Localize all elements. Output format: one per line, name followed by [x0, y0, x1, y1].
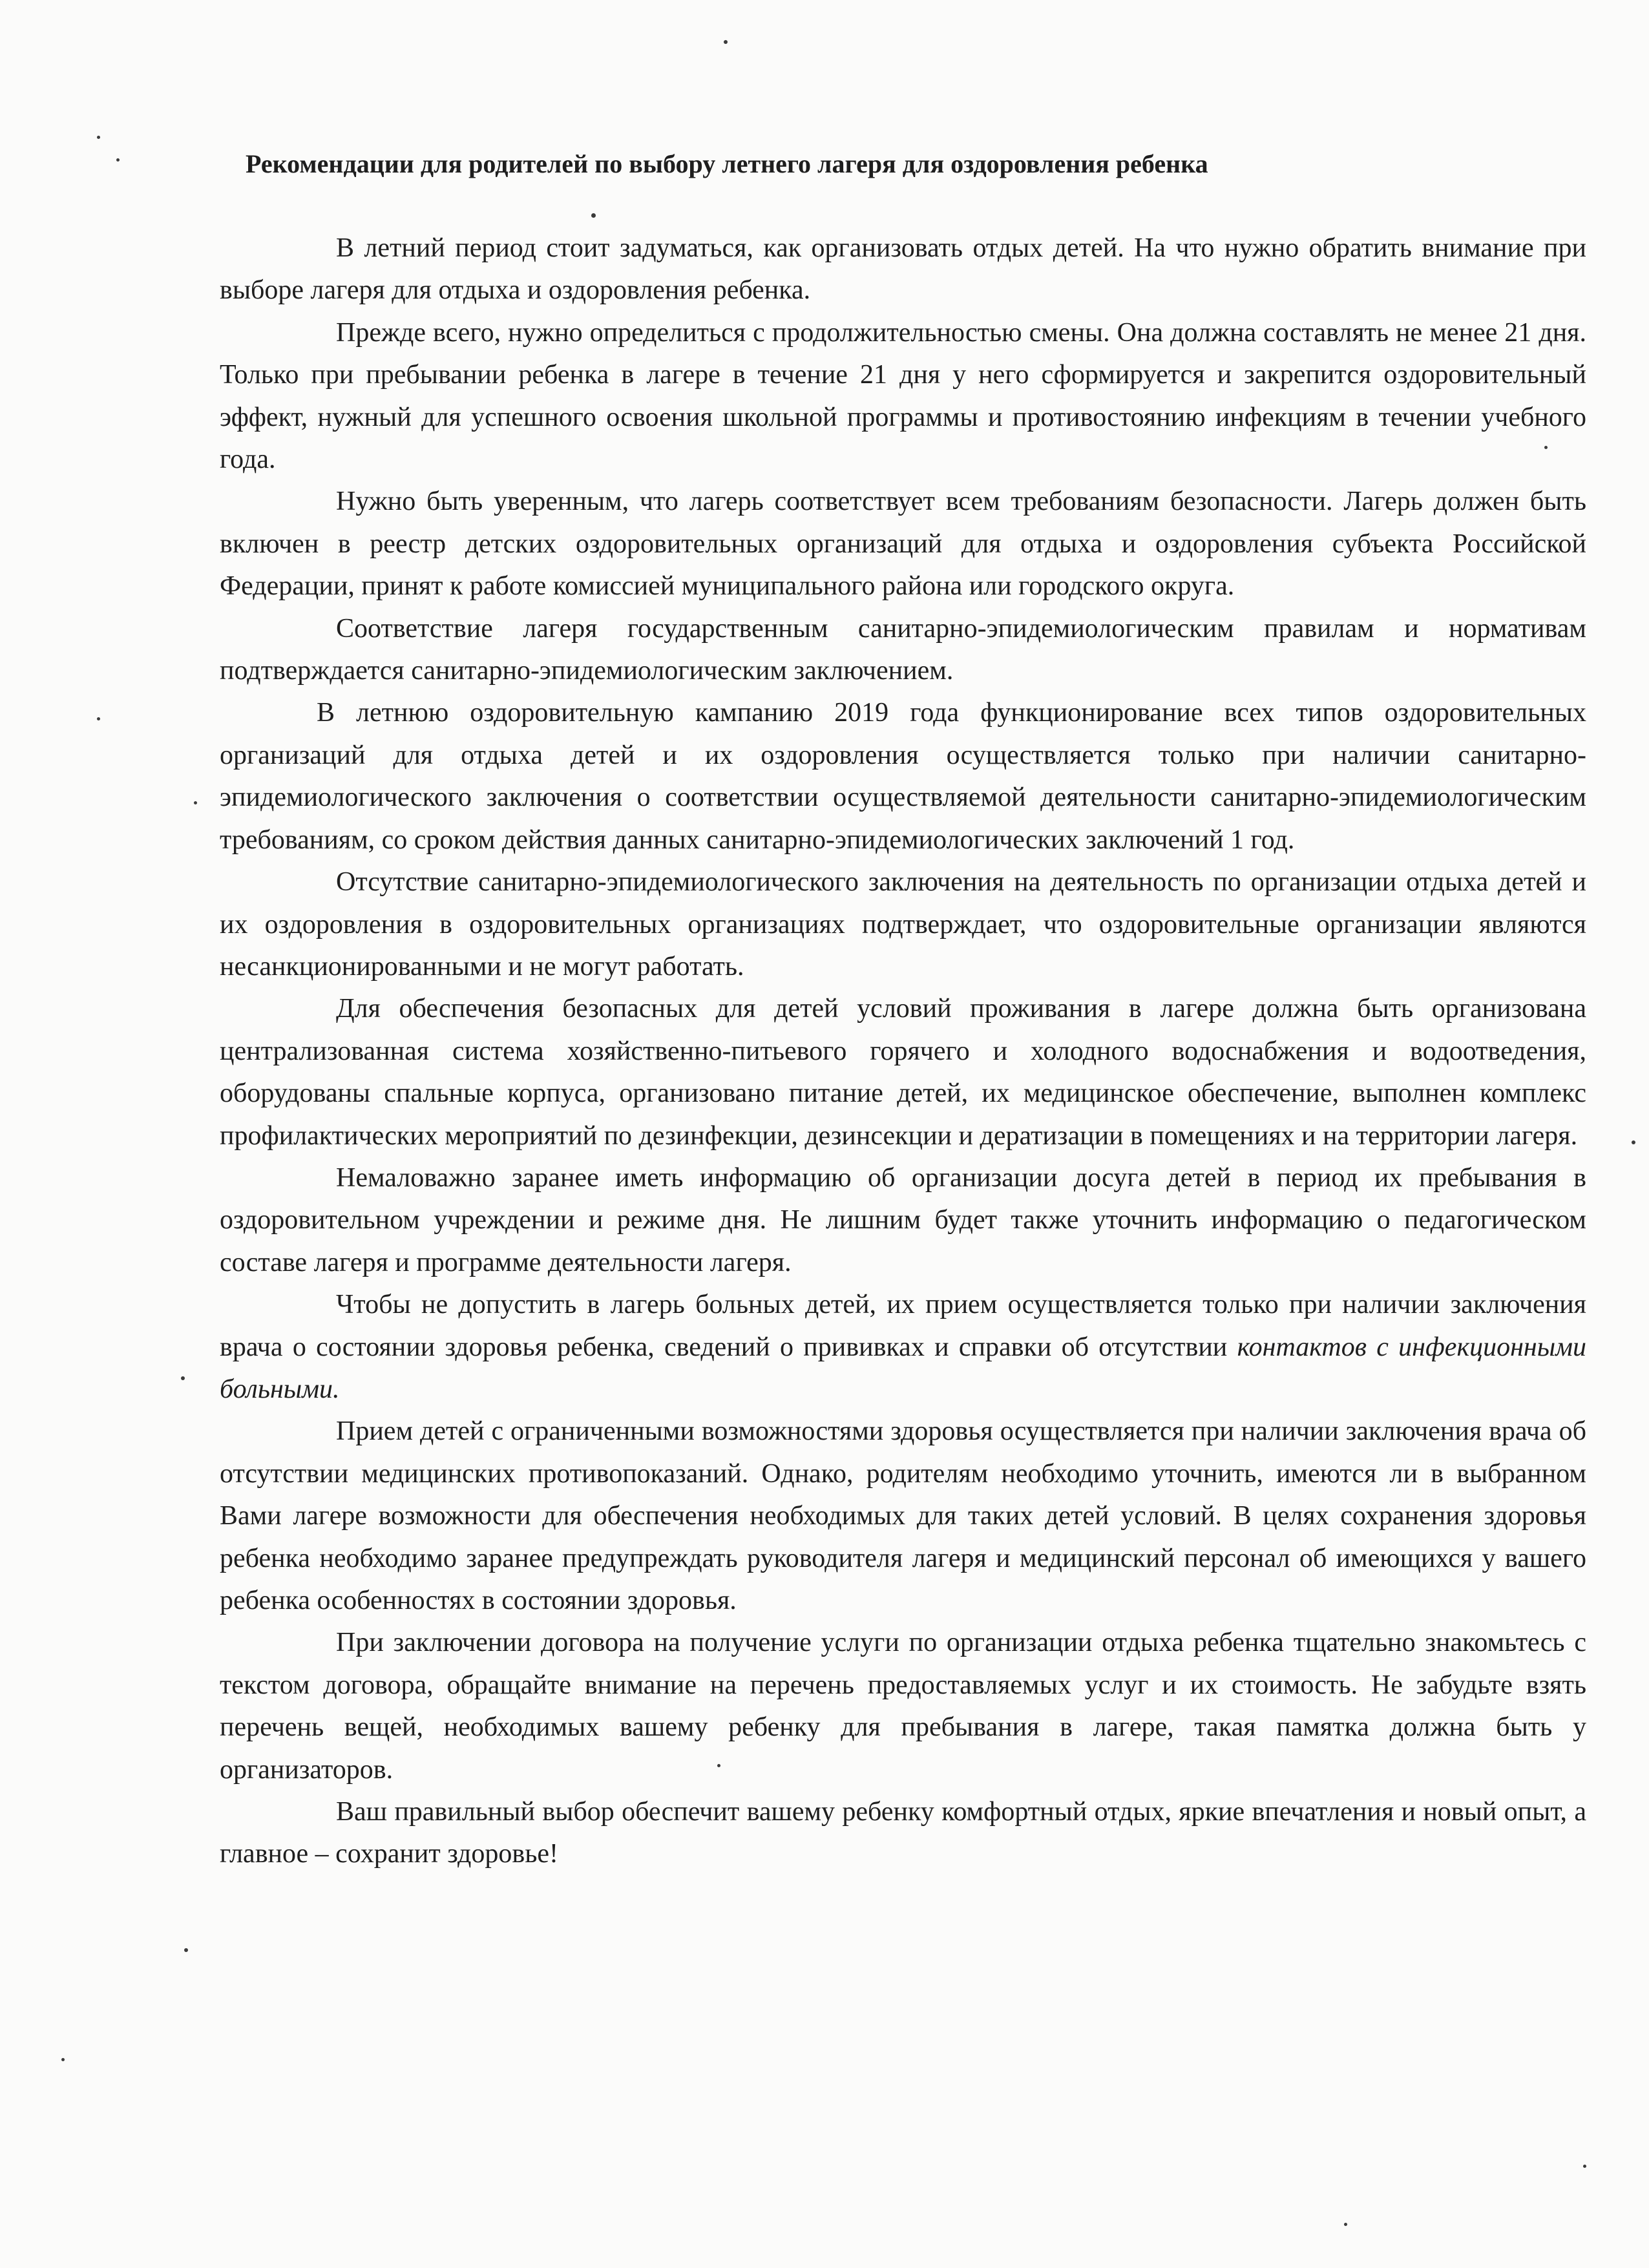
paragraph-conclusion: Ваш правильный выбор обеспечит вашему ребенку комфортный отдых, яркие впечатления и новый опыт, а главное – сохранит здоровье!	[220, 1797, 1586, 1869]
paragraph-intro: В летний период стоит задуматься, как организовать отдых детей. На что нужно обратить внимание при выборе лагеря для отдыха и оздоровления ребенка.	[220, 233, 1586, 306]
scan-speck	[724, 40, 728, 44]
scan-speck	[1583, 2165, 1586, 2168]
scan-speck	[1632, 1140, 1635, 1144]
paragraph-safety-registry: Нужно быть уверенным, что лагерь соответствует всем требованиям безопасности. Лагерь должен быть включен в реестр детских оздоровительных организаций для отдыха и оздоровления субъекта Российской Федерации, принят к работе комиссией муниципального района или городского округа.	[220, 487, 1586, 602]
paragraph-campaign-2019: В летнюю оздоровительную кампанию 2019 года функционирование всех типов оздоровительных организаций для отдыха детей и их оздоровления осуществляется только при наличии санитарно-эпидемиологического заключения о соответствии осуществляемой деятельности санитарно-эпидемиологическим требованиям, со сроком действия данных санитарно-эпидемиологических заключений 1 год.	[220, 698, 1586, 855]
scan-speck	[181, 1376, 185, 1380]
scan-speck	[97, 136, 100, 139]
scan-speck	[591, 213, 596, 218]
scan-speck	[194, 801, 197, 804]
scan-speck	[184, 1948, 188, 1952]
paragraph-absence-of-conclusion: Отсутствие санитарно-эпидемиологического заключения на деятельность по организации отдыха детей и их оздоровления в оздоровительных организациях подтверждает, что оздоровительные организации являются несанкционированными и не могут работать.	[220, 867, 1586, 982]
paragraph-contract: При заключении договора на получение услуги по организации отдыха ребенка тщательно знакомьтесь с текстом договора, обращайте внимание на перечень предоставляемых услуг и их стоимость. Не забудьте взять перечень вещей, необходимых вашему ребенку для пребывания в лагере, такая памятка должна быть у организаторов.	[220, 1628, 1586, 1785]
paragraph-special-needs: Прием детей с ограниченными возможностями здоровья осуществляется при наличии заключения врача об отсутствии медицинских противопоказаний. Однако, родителям необходимо уточнить, имеются ли в выбранном Вами лагере возможности для обеспечения необходимых для таких детей условий. В целях сохранения здоровья ребенка необходимо заранее предупреждать руководителя лагеря и медицинский персонал об имеющихся у вашего ребенка особенностях в состоянии здоровья.	[220, 1416, 1586, 1615]
paragraph-living-conditions: Для обеспечения безопасных для детей условий проживания в лагере должна быть организована централизованная система хозяйственно-питьевого горячего и холодного водоснабжения и водоотведения, оборудованы спальные корпуса, организовано питание детей, их медицинское обеспечение, выполнен комплекс профилактических мероприятий по дезинфекции, дезинсекции и дератизации в помещениях и на территории лагеря.	[220, 994, 1586, 1151]
paragraph-leisure-info: Немаловажно заранее иметь информацию об организации досуга детей в период их пребывания в оздоровительном учреждении и режиме дня. Не лишним будет также уточнить информацию о педагогическом составе лагеря и программе деятельности лагеря.	[220, 1162, 1586, 1277]
scan-speck	[1344, 2223, 1347, 2226]
paragraph-admission	[220, 1284, 1586, 1411]
admission-text: Чтобы не допустить в лагерь больных детей, их прием осуществляется только при наличии заключения врача о состоянии здоровья ребенка, сведений о прививках и справки об отсутствии	[220, 1290, 1586, 1362]
scan-speck	[97, 717, 100, 720]
scan-speck	[116, 158, 120, 162]
paragraph-sanitary-conclusion: Соответствие лагеря государственным санитарно-эпидемиологическим правилам и нормативам подтверждается санитарно-эпидемиологическим заключением.	[220, 613, 1586, 686]
scan-speck	[61, 2058, 65, 2061]
document-title: Рекомендации для родителей по выбору летнего лагеря для оздоровления ребенка	[246, 149, 1208, 178]
scan-speck	[717, 1764, 720, 1767]
scan-speck	[1544, 446, 1548, 449]
admission-emphasis: контактов с инфекционными больными.	[220, 1332, 1587, 1404]
document-body	[220, 227, 1586, 1876]
paragraph-shift-duration: Прежде всего, нужно определиться с продолжительностью смены. Она должна составлять не менее 21 дня. Только при пребывании ребенка в лагере в течение 21 дня у него сформируется и закрепится оздоровительный эффект, нужный для успешного освоения школьной программы и противостоянию инфекциям в течении учебного года.	[220, 317, 1586, 475]
